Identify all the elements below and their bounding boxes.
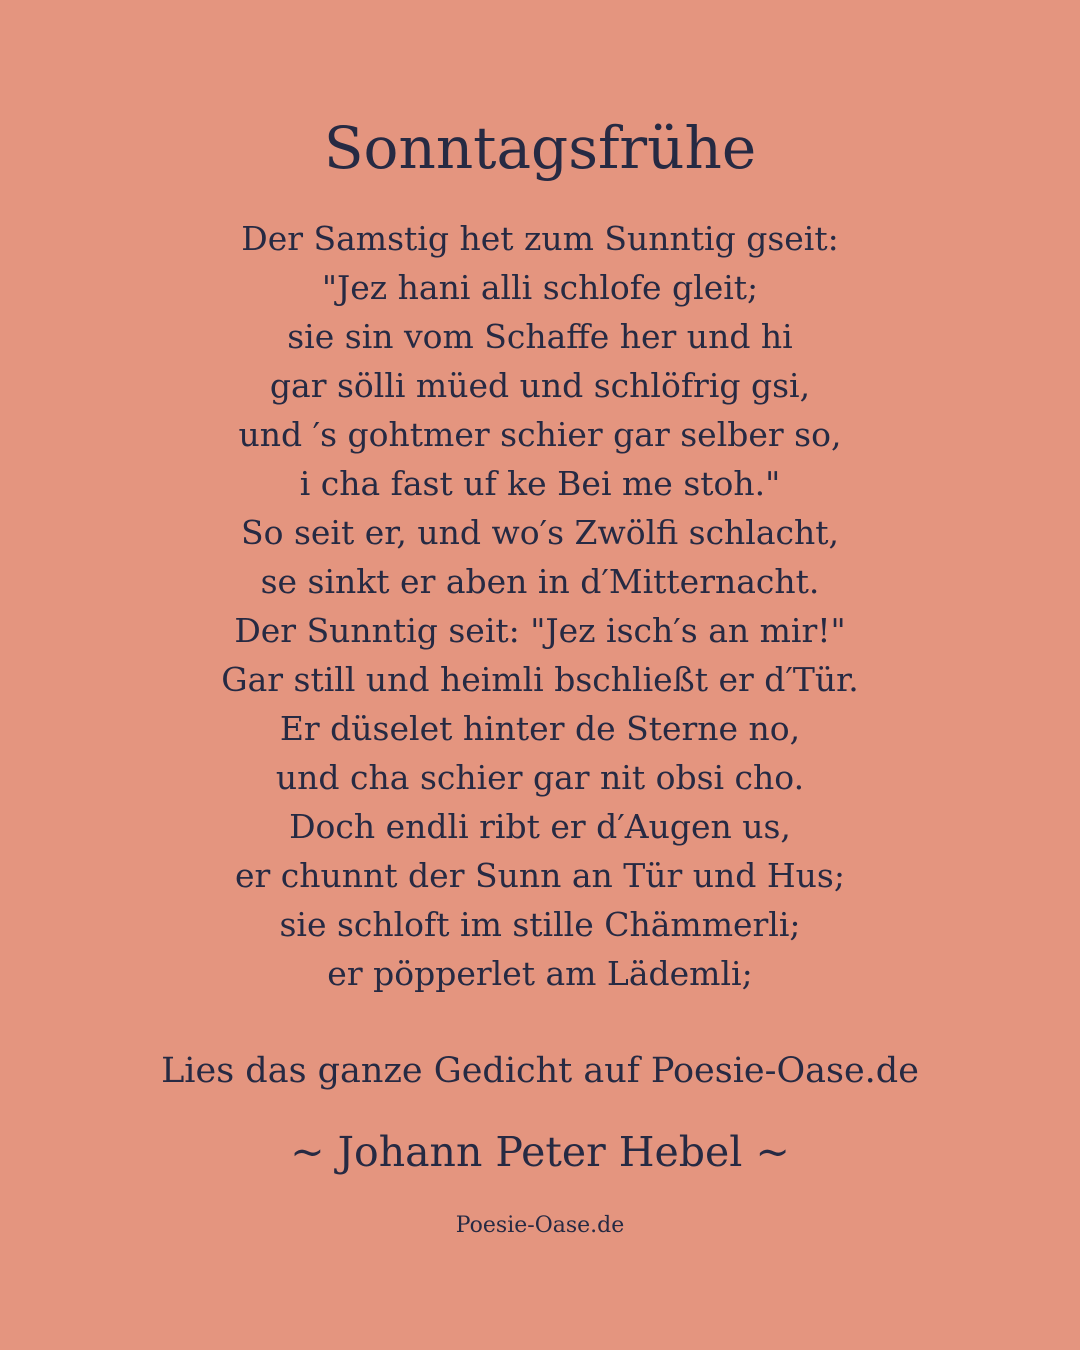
poem-line: Der Sunntig seit: "Jez isch′s an mir!" (234, 611, 846, 650)
poem-lines (0, 214, 1080, 998)
poem-line: er pöpperlet am Lädemli; (327, 954, 753, 993)
poem-line: Der Samstig het zum Sunntig gseit: (241, 219, 839, 258)
poem-line: er chunnt der Sunn an Tür und Hus; (235, 856, 845, 895)
poem-author: ~ Johann Peter Hebel ~ (290, 1128, 790, 1176)
poem-line: Er düselet hinter de Sterne no, (279, 709, 801, 748)
poem-title: Sonntagsfrühe (323, 114, 757, 182)
poem-line: So seit er, und wo′s Zwölfi schlacht, (240, 513, 840, 552)
poem-line: und ′s gohtmer schier gar selber so, (238, 415, 842, 454)
site-brand: Poesie-Oase.de (455, 1213, 625, 1238)
poem-line: Gar still und heimli bschließt er d′Tür. (221, 660, 859, 699)
poem-line: sie sin vom Schaffe her und hi (287, 317, 793, 356)
poem-line: sie schloft im stille Chämmerli; (279, 905, 801, 944)
poem-line: und cha schier gar nit obsi cho. (275, 758, 805, 797)
poem-line: "Jez hani alli schlofe gleit; (321, 268, 759, 307)
poem-line: Doch endli ribt er d′Augen us, (289, 807, 791, 846)
read-full-poem-text: Lies das ganze Gedicht auf Poesie-Oase.de (161, 1051, 919, 1091)
poem-line: i cha fast uf ke Bei me stoh." (299, 464, 781, 503)
poem-line: gar sölli müed und schlöfrig gsi, (269, 366, 811, 405)
poem-line: se sinkt er aben in d′Mitternacht. (260, 562, 820, 601)
